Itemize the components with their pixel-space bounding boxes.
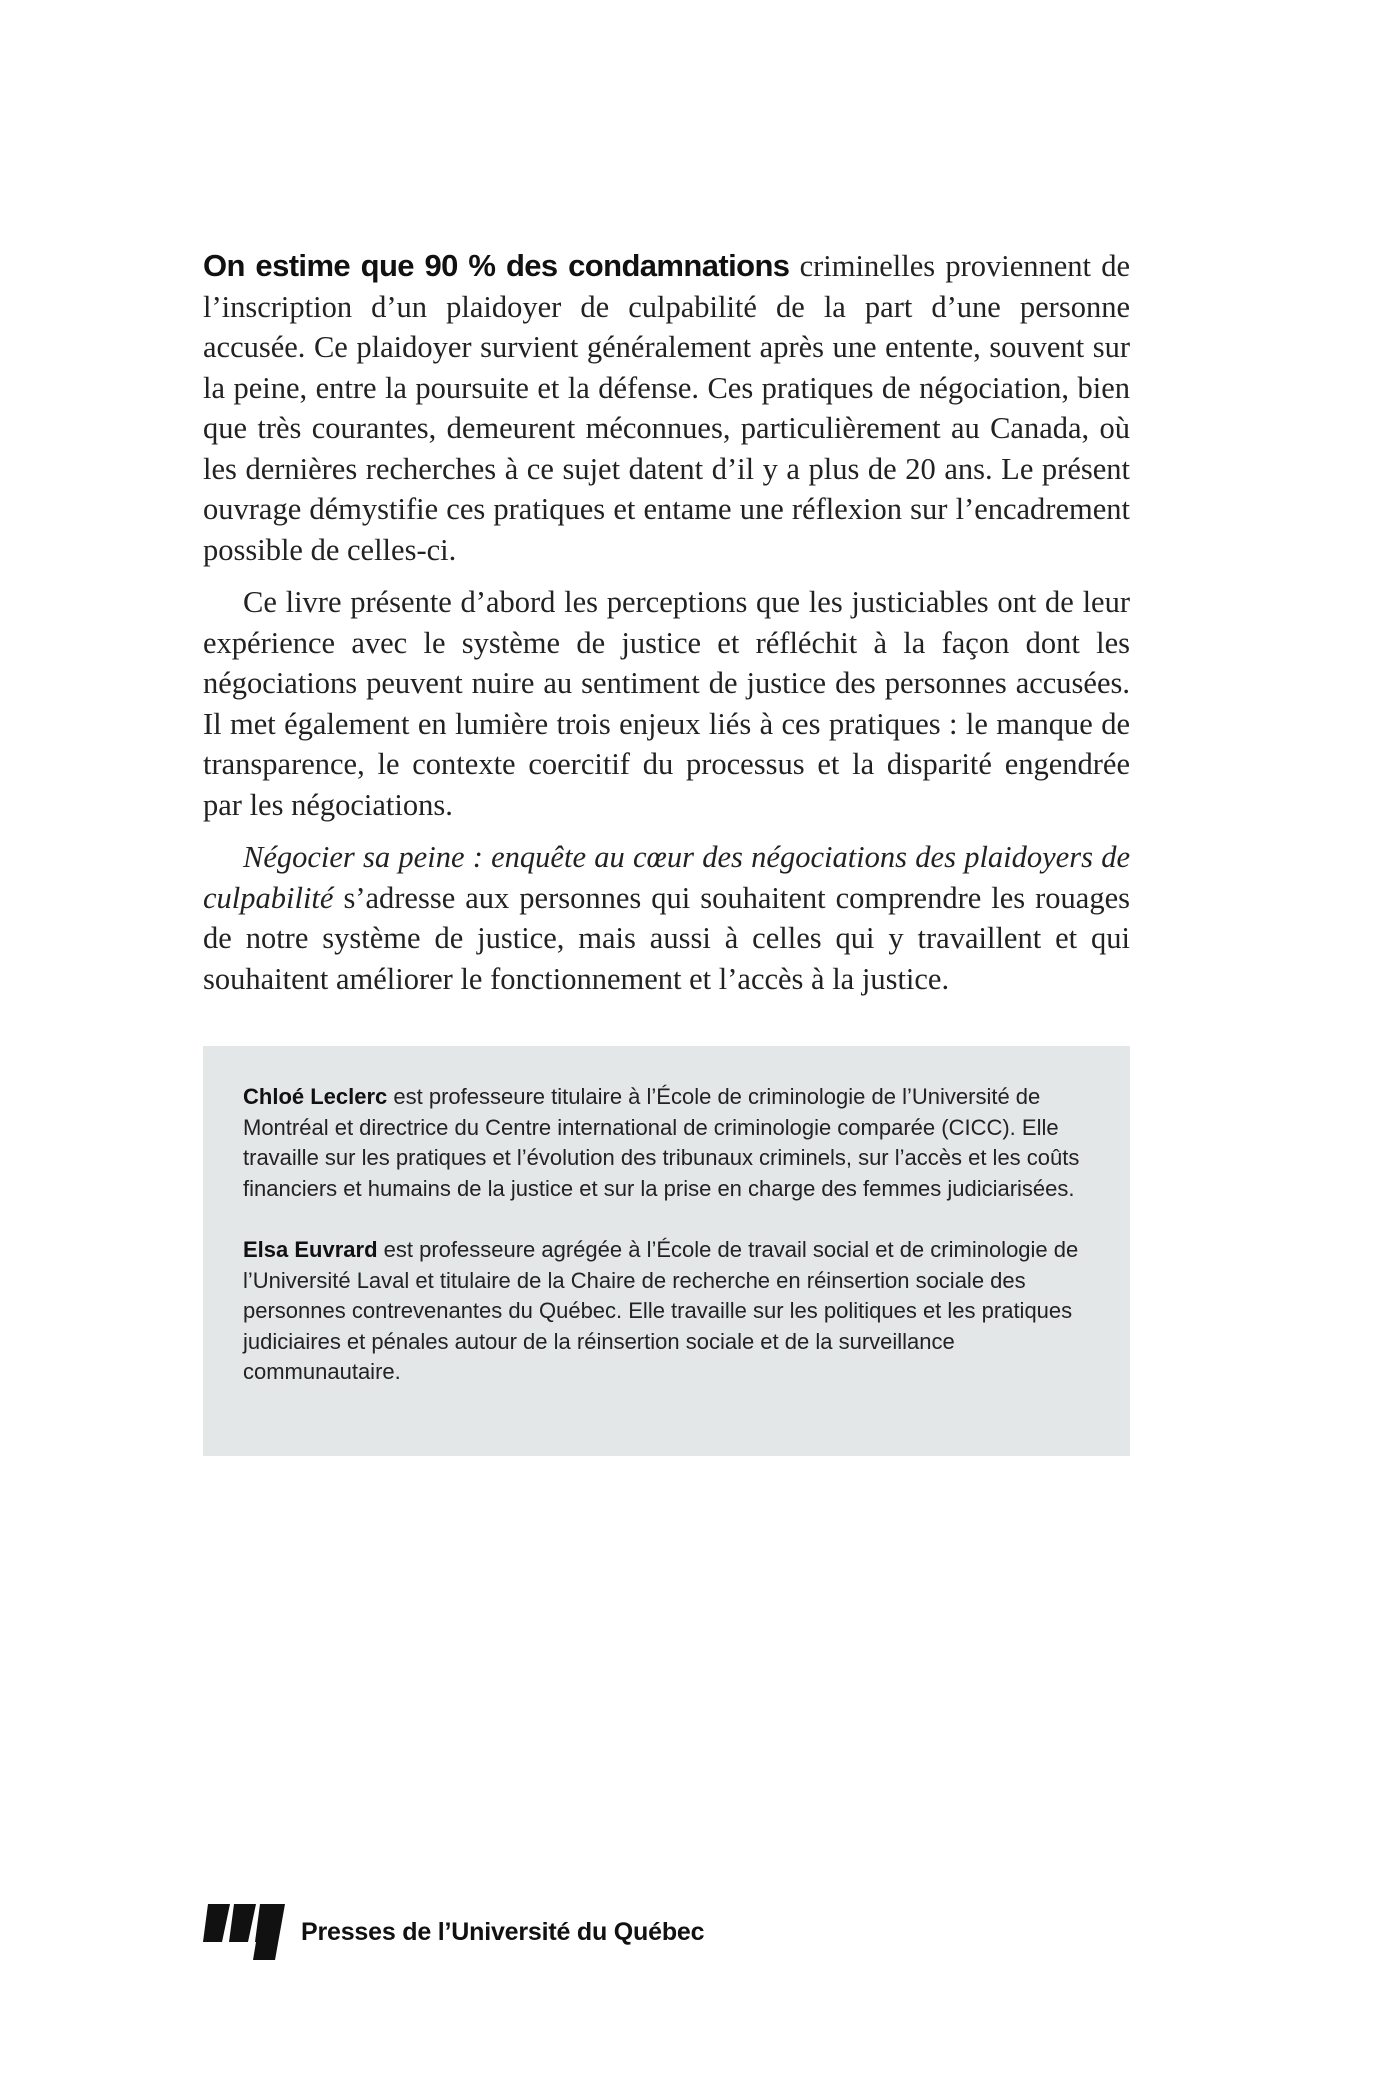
author-bio-text: est professeure titulaire à l’École de criminologie de l’Université de Montréal et directrice du Centre international de criminologie comparée (CICC). Elle travaille sur les pratiques et l’évolution des tribunaux criminels, sur l’accès et les coûts financiers et humains de la justice et sur la prise en charge des femmes judiciarisées.	[243, 1084, 1080, 1201]
puq-logo-icon	[203, 1898, 287, 1960]
intro-text: criminelles proviennent de l’inscription d’un plaidoyer de culpabilité de la part d’une personne accusée. Ce plaidoyer survient généralement après une entente, souvent sur la peine, entre la poursuite et la défense. Ces pratiques de négociation, bien que très courantes, demeurent méconnues, particulièrement au Canada, où les dernières recherches à ce sujet datent d’il y a plus de 20 ans. Le présent ouvrage démystifie ces pratiques et entame une réflexion sur l’encadrement possible de celles-ci.	[203, 249, 1130, 567]
third-paragraph	[203, 837, 1130, 999]
author-bio-text: est professeure agrégée à l’École de travail social et de criminologie de l’Université Laval et titulaire de la Chaire de recherche en réinsertion sociale des personnes contrevenantes du Québec. Elle travaille sur les politiques et les pratiques judiciaires et pénales autour de la réinsertion sociale et de la surveillance communautaire.	[243, 1237, 1079, 1384]
blurb	[203, 246, 1130, 1011]
book-title: Négocier sa peine : enquête au cœur des négociations des plaidoyers de culpabilité	[203, 840, 1130, 915]
author-bio	[243, 1082, 1090, 1204]
intro-lead: On estime que 90 % des condamnations	[203, 248, 790, 283]
second-paragraph: Ce livre présente d’abord les perceptions que les justiciables ont de leur expérience avec le système de justice et réfléchit à la façon dont les négociations peuvent nuire au sentiment de justice des personnes accusées. Il met également en lumière trois enjeux liés à ces pratiques : le manque de transparence, le contexte coercitif du processus et la disparité engendrée par les négociations.	[203, 585, 1130, 822]
third-paragraph-text: s’adresse aux personnes qui souhaitent comprendre les rouages de notre système de justice, mais aussi à celles qui y travaillent et qui souhaitent améliorer le fonctionnement et l’accès à la justice.	[203, 880, 1130, 996]
publisher-name: Presses de l’Université du Québec	[301, 1917, 705, 1946]
publisher-imprint	[203, 1898, 704, 1960]
author-name: Chloé Leclerc	[243, 1084, 388, 1109]
author-name: Elsa Euvrard	[243, 1237, 378, 1262]
author-bio	[243, 1235, 1090, 1388]
author-bios	[203, 1046, 1130, 1456]
intro-paragraph	[203, 246, 1130, 570]
